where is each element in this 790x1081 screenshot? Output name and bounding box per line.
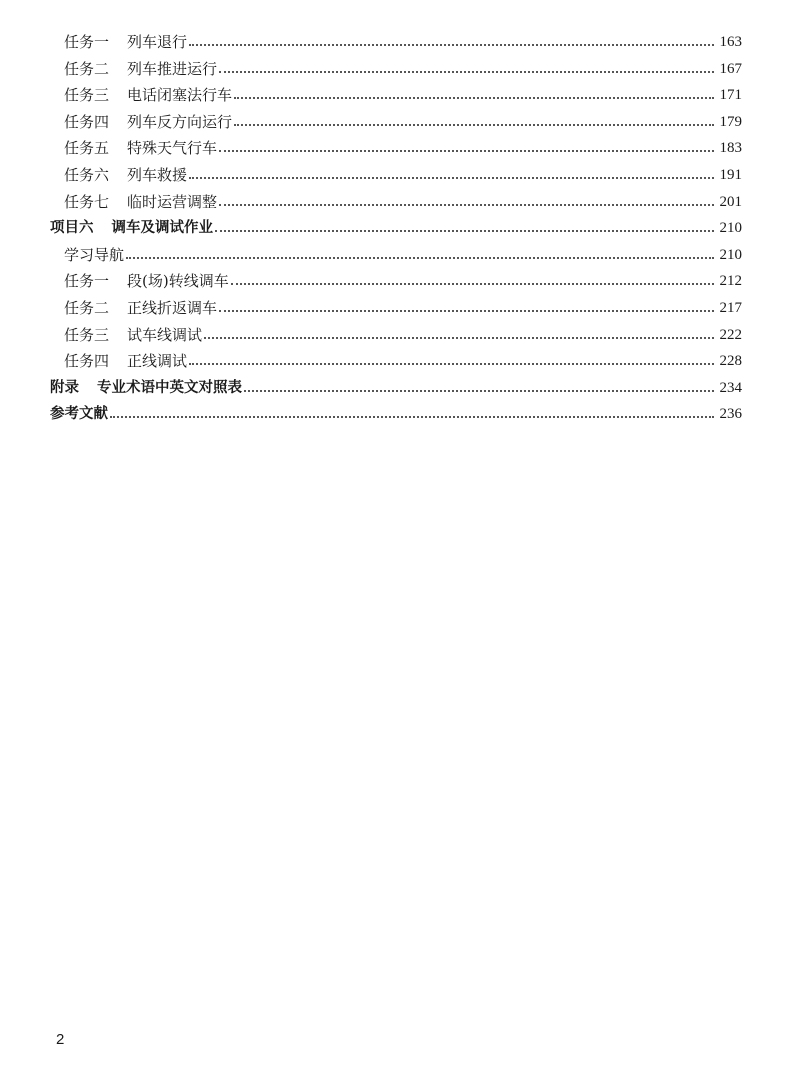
toc-entry-prefix: 任务六 <box>64 165 110 184</box>
toc-entry-page: 167 <box>719 60 742 77</box>
toc-entry-p6-task-2[interactable] <box>0 295 790 322</box>
toc-entry-page: 222 <box>719 326 742 343</box>
toc-entry-study-guide[interactable] <box>0 242 790 269</box>
toc-entry-prefix: 项目六 <box>50 220 94 237</box>
dot-leader <box>110 401 714 428</box>
toc-entry-label <box>64 189 217 216</box>
toc-entry-task-2[interactable] <box>0 56 790 83</box>
toc-entry-label <box>64 268 229 295</box>
dot-leader <box>219 295 714 322</box>
toc-entry-title: 特殊天气行车 <box>127 139 218 158</box>
dot-leader <box>189 162 714 189</box>
toc-entry-title: 正线调试 <box>127 352 188 371</box>
toc-entry-title: 参考文献 <box>50 406 108 423</box>
toc-entry-page: 228 <box>719 353 742 370</box>
toc-entry-page: 236 <box>719 406 742 423</box>
toc-entry-title: 列车反方向运行 <box>127 112 233 131</box>
toc-entry-page: 234 <box>719 379 742 396</box>
toc-entry-p6-task-3[interactable] <box>0 322 790 349</box>
toc-entry-task-4[interactable] <box>0 109 790 136</box>
toc-entry-title: 专业术语中英文对照表 <box>97 379 242 396</box>
toc-entry-prefix: 任务三 <box>64 86 110 105</box>
dot-leader <box>234 109 714 136</box>
toc-entry-p6-task-1[interactable] <box>0 268 790 295</box>
toc-entry-title: 列车救援 <box>127 165 188 184</box>
toc-entry-page: 210 <box>719 246 742 263</box>
toc-entry-project-6[interactable] <box>0 215 790 242</box>
toc-entry-label <box>64 348 187 375</box>
dot-leader <box>215 215 714 242</box>
toc-entry-label <box>64 295 217 322</box>
toc-entry-title: 段(场)转线调车 <box>127 272 229 291</box>
toc-entry-title: 学习导航 <box>64 245 125 264</box>
dot-leader <box>126 242 714 269</box>
toc-entry-page: 201 <box>719 193 742 210</box>
toc-entry-task-6[interactable] <box>0 162 790 189</box>
toc-entry-prefix: 任务一 <box>64 33 110 51</box>
toc-entry-page: 163 <box>719 34 742 50</box>
toc-entry-prefix: 任务四 <box>64 352 110 371</box>
table-of-contents <box>0 29 790 428</box>
toc-entry-label <box>50 401 108 428</box>
toc-entry-prefix: 任务一 <box>64 272 110 291</box>
toc-entry-prefix: 任务四 <box>64 112 110 131</box>
toc-entry-page: 179 <box>719 113 742 130</box>
dot-leader <box>234 82 714 109</box>
toc-entry-label <box>64 29 187 56</box>
toc-entry-prefix: 任务二 <box>64 59 110 78</box>
toc-entry-prefix: 任务五 <box>64 139 110 158</box>
toc-entry-title: 正线折返调车 <box>127 298 218 317</box>
dot-leader <box>244 375 714 402</box>
toc-entry-label <box>64 322 202 349</box>
toc-entry-label <box>64 109 232 136</box>
toc-entry-title: 列车推进运行 <box>127 59 218 78</box>
page-number: 2 <box>56 1031 65 1048</box>
toc-entry-prefix: 附录 <box>50 379 79 396</box>
toc-entry-title: 临时运营调整 <box>127 192 218 211</box>
toc-entry-page: 171 <box>719 87 742 104</box>
toc-entry-label <box>50 375 242 402</box>
toc-entry-page: 183 <box>719 140 742 157</box>
dot-leader <box>219 135 714 162</box>
toc-entry-title: 列车退行 <box>127 33 188 51</box>
dot-leader <box>189 348 714 375</box>
toc-entry-label <box>64 56 217 83</box>
toc-entry-p6-task-4[interactable] <box>0 348 790 375</box>
toc-entry-page: 210 <box>719 220 742 237</box>
toc-entry-task-5[interactable] <box>0 135 790 162</box>
toc-entry-task-3[interactable] <box>0 82 790 109</box>
dot-leader <box>231 268 714 295</box>
toc-entry-label <box>64 242 124 269</box>
dot-leader <box>189 29 714 56</box>
dot-leader <box>219 56 714 83</box>
toc-entry-prefix: 任务二 <box>64 298 110 317</box>
toc-entry-title: 调车及调试作业 <box>111 220 213 237</box>
toc-entry-page: 212 <box>719 273 742 290</box>
toc-entry-label <box>64 82 232 109</box>
dot-leader <box>204 322 714 349</box>
toc-entry-appendix[interactable] <box>0 375 790 402</box>
toc-entry-page: 191 <box>719 166 742 183</box>
toc-entry-prefix: 任务三 <box>64 325 110 344</box>
toc-entry-label <box>64 162 187 189</box>
toc-entry-task-1[interactable] <box>0 29 790 56</box>
toc-entry-title: 电话闭塞法行车 <box>127 86 233 105</box>
toc-entry-label <box>50 215 213 242</box>
toc-entry-page: 217 <box>719 299 742 316</box>
toc-entry-task-7[interactable] <box>0 189 790 216</box>
toc-entry-prefix: 任务七 <box>64 192 110 211</box>
dot-leader <box>219 189 714 216</box>
toc-entry-title: 试车线调试 <box>127 325 203 344</box>
toc-entry-label <box>64 135 217 162</box>
toc-entry-references[interactable] <box>0 401 790 428</box>
